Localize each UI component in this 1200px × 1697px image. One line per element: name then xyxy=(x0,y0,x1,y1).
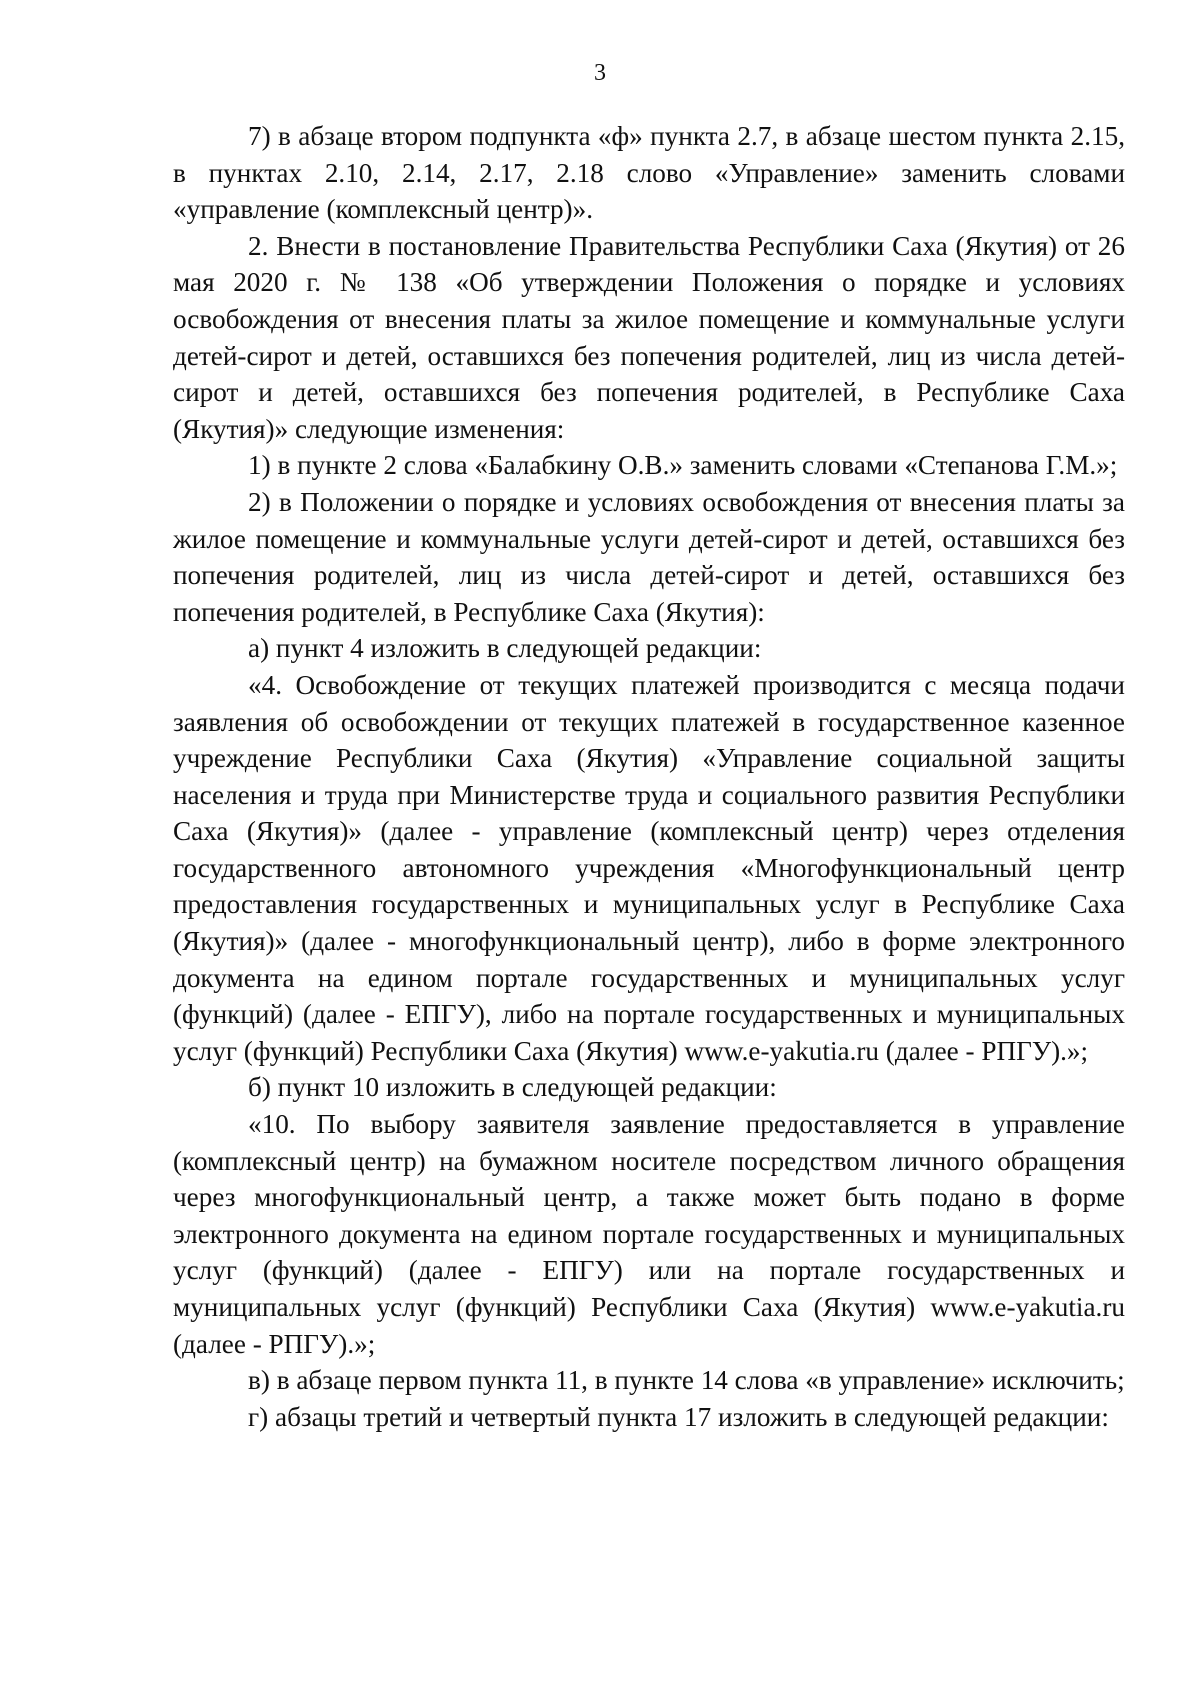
paragraph-subitem-2: 2) в Положении о порядке и условиях освобождения от внесения платы за жилое помещение и коммунальные услуги детей-сирот и детей, оставшихся без попечения родителей, лиц из числа детей-сирот и детей, оставшихся без попечения родителей, в Республике Саха (Якутия): xyxy=(173,486,1125,627)
document-body xyxy=(173,118,1125,1435)
paragraph-section-2: 2. Внести в постановление Правительства Республики Саха (Якутия) от 26 мая 2020 г. № 138 «Об утверждении Положения о порядке и условиях освобождения от внесения платы за жилое помещение и коммунальные услуги детей-сирот и детей, оставшихся без попечения родителей, лиц из числа детей-сирот и детей, оставшихся без попечения родителей, в Республике Саха (Якутия)» следующие изменения: xyxy=(173,230,1125,444)
paragraph-clause-10: «10. По выбору заявителя заявление предоставляется в управление (комплексный центр) на бумажном носителе посредством личного обращения через многофункциональный центр, а также может быть подано в форме электронного документа на едином портале государственных и муниципальных услуг (функций) (далее - ЕПГУ) или на портале государственных и муниципальных услуг (функций) Республики Саха (Якутия) www.e-yakutia.ru (далее - РПГУ).»; xyxy=(173,1109,1125,1359)
paragraph-subitem-1: 1) в пункте 2 слова «Балабкину О.В.» заменить словами «Степанова Г.М.»; xyxy=(248,450,1118,481)
paragraph-item-7: 7) в абзаце втором подпункта «ф» пункта 2.7, в абзаце шестом пункта 2.15, в пунктах 2.10, 2.14, 2.17, 2.18 слово «Управление» заменить словами «управление (комплексный центр)». xyxy=(173,121,1125,225)
page-number: 3 xyxy=(594,60,606,86)
paragraph-clause-4: «4. Освобождение от текущих платежей производится с месяца подачи заявления об освобождении от текущих платежей в государственное казенное учреждение Республики Саха (Якутия) «Управление социальной защиты населения и труда при Министерстве труда и социального развития Республики Саха (Якутия)» (далее - управление (комплексный центр) через отделения государственного автономного учреждения «Многофункциональный центр предоставления государственных и муниципальных услуг в Республике Саха (Якутия)» (далее - многофункциональный центр), либо в форме электронного документа на едином портале государственных и муниципальных услуг (функций) (далее - ЕПГУ), либо на портале государственных и муниципальных услуг (функций) Республики Саха (Якутия) www.e-yakutia.ru (далее - РПГУ).»; xyxy=(173,669,1125,1066)
paragraph-subitem-g: г) абзацы третий и четвертый пункта 17 изложить в следующей редакции: xyxy=(248,1401,1109,1432)
paragraph-subitem-v: в) в абзаце первом пункта 11, в пункте 14 слова «в управление» исключить; xyxy=(248,1365,1125,1396)
paragraph-subitem-a: а) пункт 4 изложить в следующей редакции: xyxy=(248,633,762,664)
paragraph-subitem-b: б) пункт 10 изложить в следующей редакции: xyxy=(248,1072,777,1103)
